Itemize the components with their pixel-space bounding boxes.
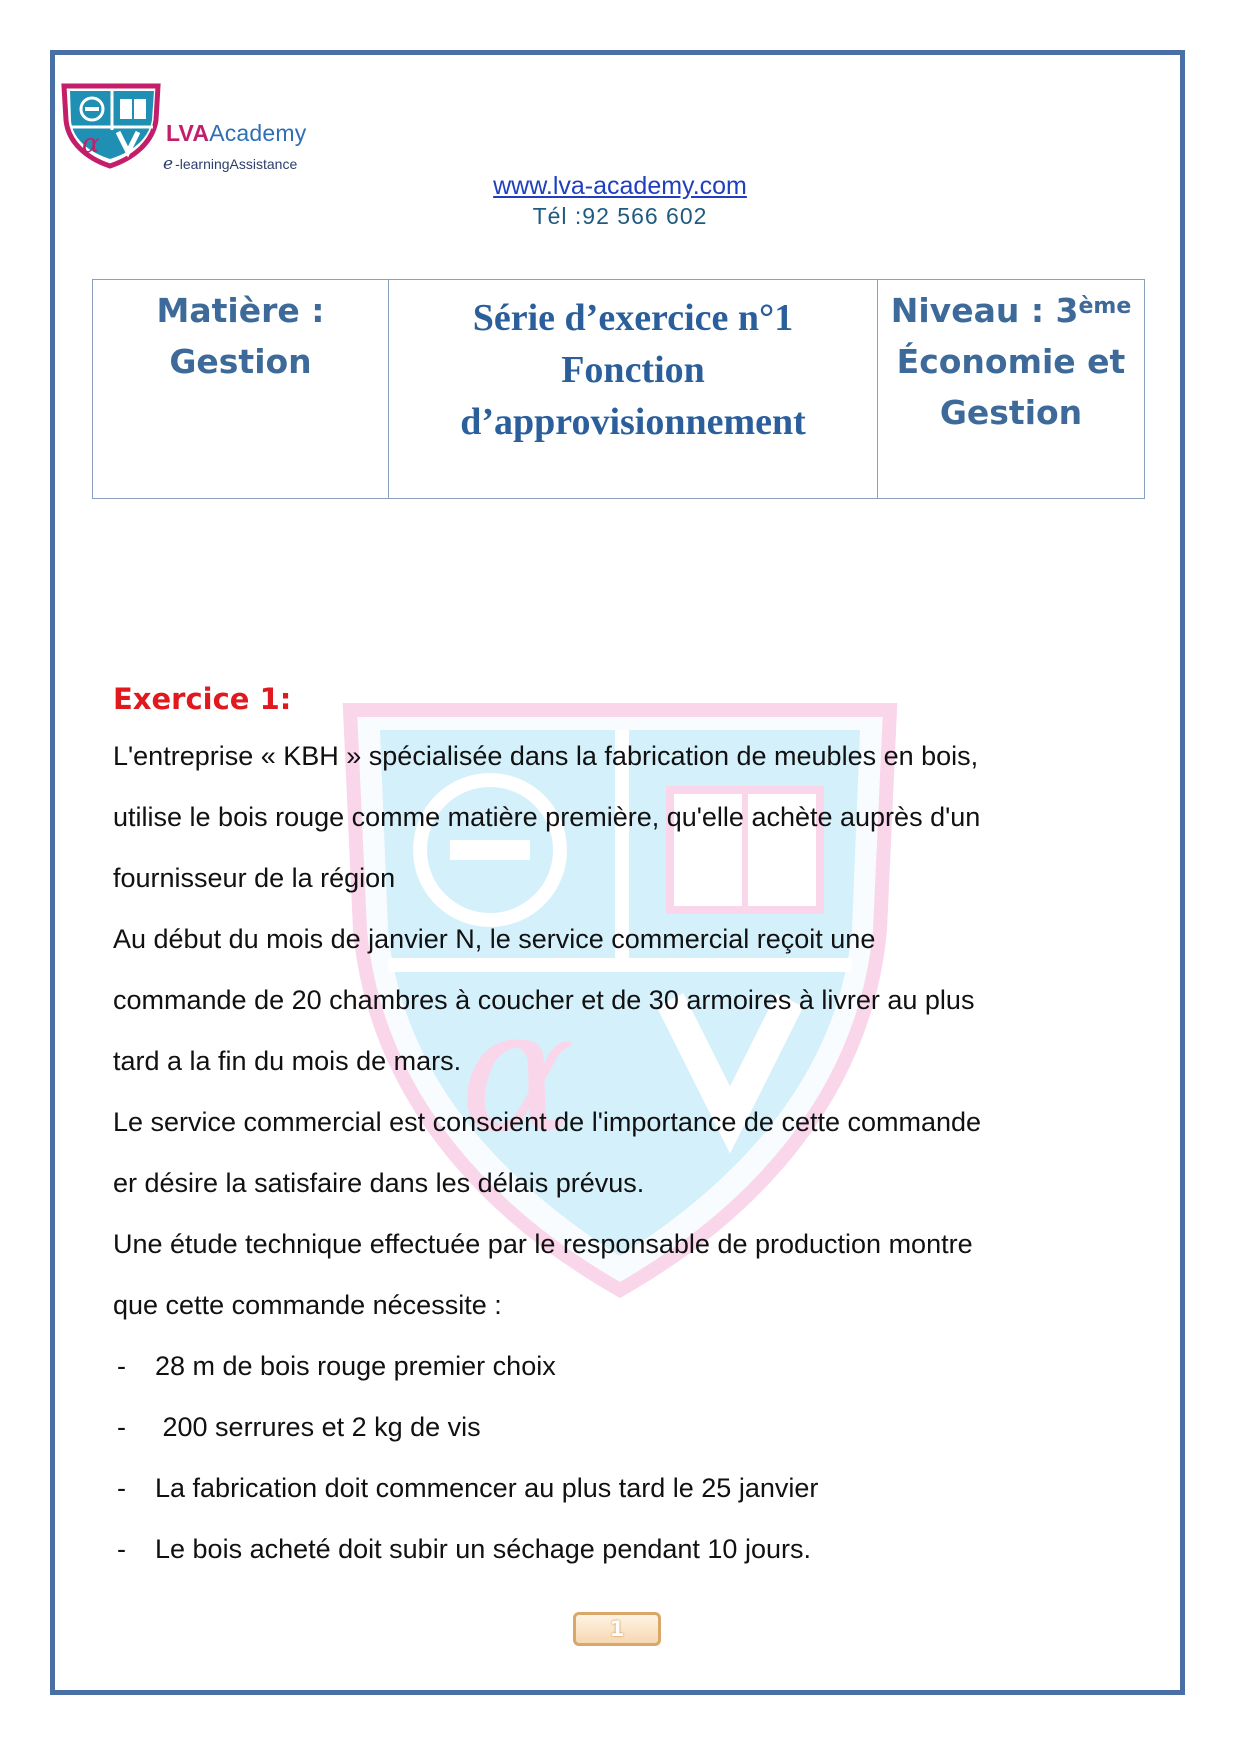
subject-cell bbox=[93, 280, 389, 499]
exercise-line: Une étude technique effectuée par le responsable de production montre bbox=[113, 1229, 973, 1259]
level-superscript: ème bbox=[1078, 294, 1132, 319]
exercise-title: Exercice 1: bbox=[113, 682, 292, 716]
exercise-line: er désire la satisfaire dans les délais prévus. bbox=[113, 1168, 645, 1198]
exercise-line: L'entreprise « KBH » spécialisée dans la fabrication de meubles en bois, bbox=[113, 741, 979, 771]
exercise-line: tard a la fin du mois de mars. bbox=[113, 1046, 462, 1076]
bullet-marker: - bbox=[117, 1534, 126, 1564]
brand-name: LVAAcademy bbox=[166, 120, 307, 146]
exercise-line: fournisseur de la région bbox=[113, 863, 396, 893]
requirement-item: - 28 m de bois rouge premier choix bbox=[117, 1351, 556, 1381]
series-cell bbox=[389, 280, 878, 499]
level-track-line1: Économie et bbox=[896, 342, 1126, 381]
page-number-badge: 1 bbox=[573, 1612, 661, 1646]
series-title: Série d’exercice n°1 bbox=[472, 297, 794, 339]
level-label: Niveau : 3ème bbox=[890, 291, 1132, 330]
requirement-item: - 200 serrures et 2 kg de vis bbox=[117, 1412, 481, 1442]
brand-tagline: e -learningAssistance bbox=[163, 154, 298, 174]
bullet-marker: - bbox=[117, 1473, 126, 1503]
lva-shield-logo-icon bbox=[58, 80, 166, 170]
website-link[interactable]: www.lva-academy.com bbox=[493, 172, 747, 200]
phone-number: Tél :92 566 602 bbox=[532, 203, 708, 229]
series-topic-line2: d’approvisionnement bbox=[460, 401, 806, 443]
info-table bbox=[92, 279, 1145, 499]
series-topic-line1: Fonction bbox=[561, 349, 705, 391]
subject-label: Matière : bbox=[156, 291, 325, 330]
exercise-line: Au début du mois de janvier N, le service commercial reçoit une bbox=[113, 924, 876, 954]
requirement-item: - La fabrication doit commencer au plus tard le 25 janvier bbox=[117, 1473, 819, 1503]
requirement-item: - Le bois acheté doit subir un séchage pendant 10 jours. bbox=[117, 1534, 811, 1564]
bullet-marker: - bbox=[117, 1412, 126, 1442]
exercise-line: commande de 20 chambres à coucher et de 30 armoires à livrer au plus bbox=[113, 985, 975, 1015]
level-track-line2: Gestion bbox=[939, 393, 1083, 432]
svg-text:α: α bbox=[460, 973, 575, 1171]
subject-value: Gestion bbox=[169, 342, 312, 381]
exercise-line: Le service commercial est conscient de l'importance de cette commande bbox=[113, 1107, 982, 1137]
exercise-line: utilise le bois rouge comme matière première, qu'elle achète auprès d'un bbox=[113, 802, 981, 832]
svg-text:α: α bbox=[82, 129, 100, 159]
bullet-marker: - bbox=[117, 1351, 126, 1381]
level-cell bbox=[878, 280, 1145, 499]
exercise-line: que cette commande nécessite : bbox=[113, 1290, 502, 1320]
